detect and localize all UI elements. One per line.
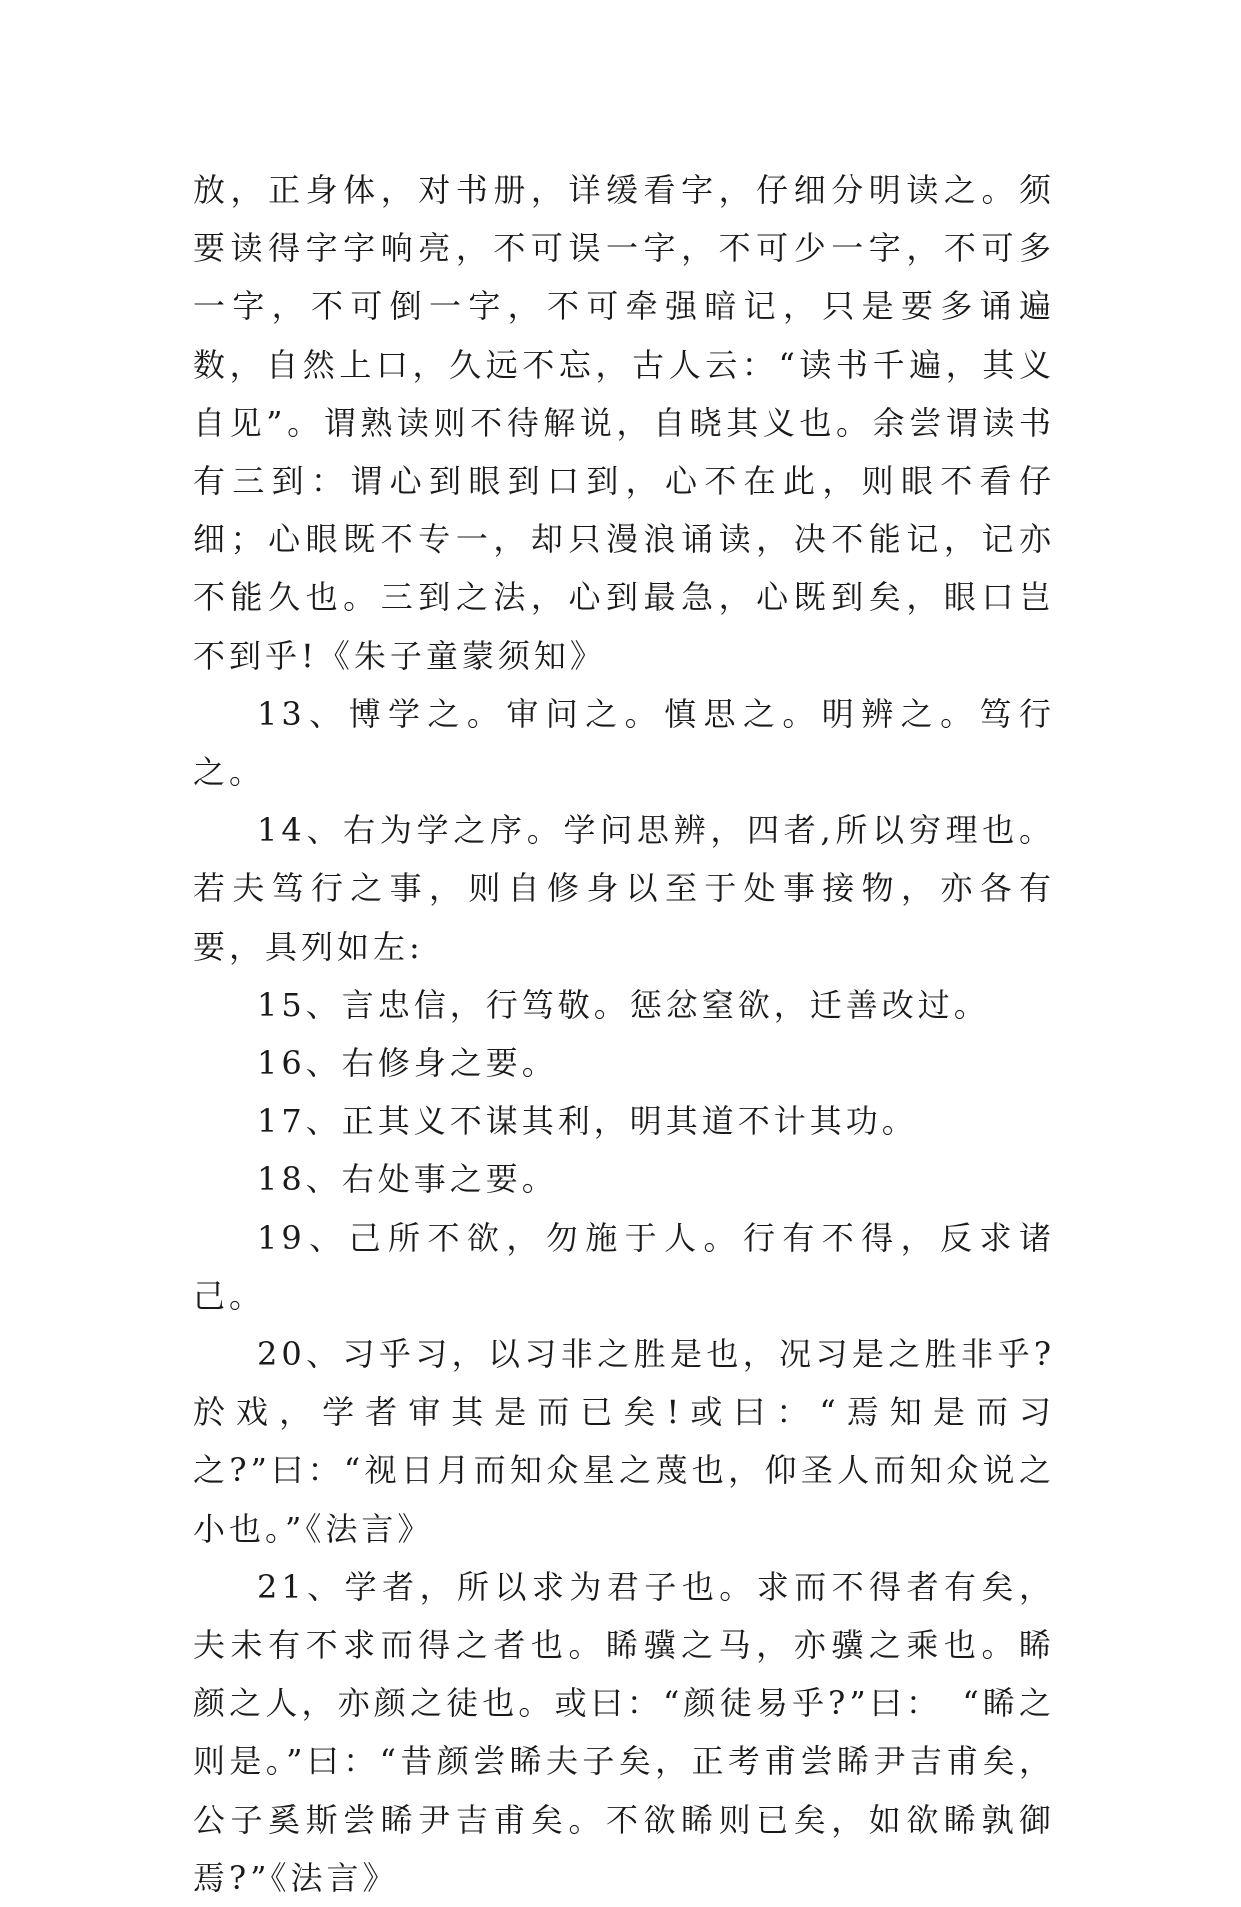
paragraph-15: 15、言忠信，行笃敬。惩忿窒欲，迁善改过。 — [257, 985, 990, 1024]
paragraph-13: 13、博学之。审问之。慎思之。明辨之。笃行之。 — [193, 694, 1055, 792]
paragraph-16: 16、右修身之要。 — [257, 1044, 558, 1083]
paragraph-continuation: 放，正身体，对书册，详缓看字，仔细分明读之。须要读得字字响亮，不可误一字，不可少一字，不可多一字，不可倒一字，不可牵强暗记，只是要多诵遍数，自然上口，久远不忘，古人云：“读书千遍，其义自见”。谓熟读则不待解说，自晓其义也。余尝谓读书有三到：谓心到眼到口到，心不在此，则眼不看仔细；心眼既不专一，却只漫浪诵读，决不能记，记亦不能久也。三到之法，心到最急，心既到矣，眼口岂不到乎!《朱子童蒙须知》 — [193, 171, 1055, 675]
paragraph-17: 17、正其义不谋其利，明其道不计其功。 — [257, 1102, 918, 1141]
paragraph-19: 19、己所不欲，勿施于人。行有不得，反求诸己。 — [193, 1218, 1055, 1315]
paragraph-20: 20、习乎习，以习非之胜是也，况习是之胜非乎?於戏，学者审其是而已矣!或曰：“焉知是而习之?”曰：“视日月而知众星之蔑也，仰圣人而知众说之小也。”《法言》 — [193, 1335, 1055, 1548]
document-page — [193, 161, 1055, 1907]
paragraph-18: 18、右处事之要。 — [257, 1160, 558, 1199]
paragraph-21: 21、学者，所以求为君子也。求而不得者有矣，夫未有不求而得之者也。睎骥之马，亦骥之乘也。睎颜之人，亦颜之徒也。或曰：“颜徒易乎?”曰： “睎之则是。”曰：“昔颜尝睎夫子矣，正考甫尝睎尹吉甫矣，公子奚斯尝睎尹吉甫矣。不欲睎则已矣，如欲睎孰御焉?”《法言》 — [193, 1567, 1055, 1897]
paragraph-14: 14、右为学之序。学问思辨，四者,所以穷理也。若夫笃行之事，则自修身以至于处事接物，亦各有要，具列如左: — [193, 811, 1055, 966]
